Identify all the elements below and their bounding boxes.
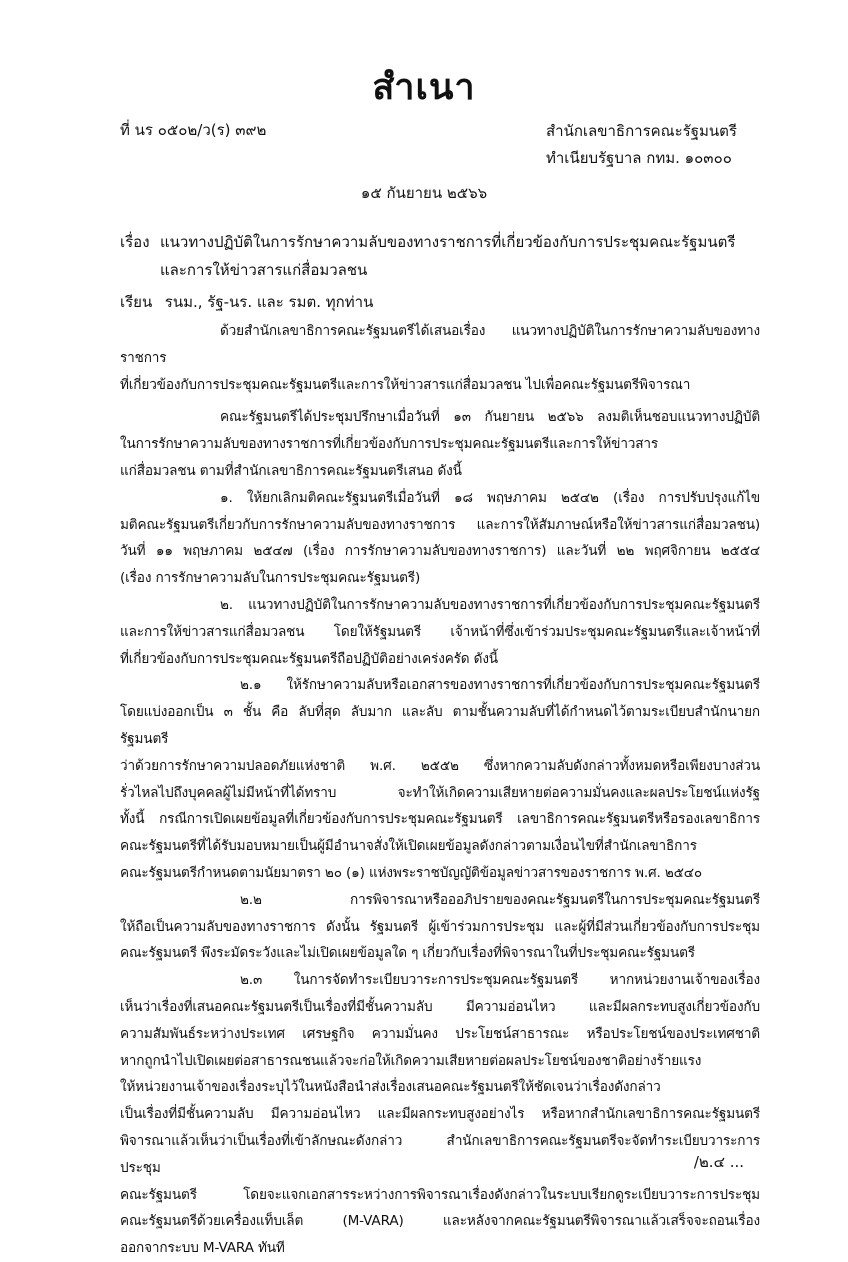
body-line: ในการรักษาความลับของทางราชการที่เกี่ยวข้องกับการประชุมคณะรัฐมนตรีและการให้ข่าวสาร: [120, 436, 659, 453]
body-line: ว่าด้วยการรักษาความปลอดภัยแห่งชาติ พ.ศ. ๒๕๕๒ ซึ่งหากความลับดังกล่าวทั้งหมดหรือเพียงบางส่วน: [120, 757, 760, 774]
body-line: ที่เกี่ยวข้องกับการประชุมคณะรัฐมนตรีและการให้ข่าวสารแก่สื่อมวลชน ไปเพื่อคณะรัฐมนตรีพิจารณา: [120, 376, 691, 393]
body-line: พิจารณาแล้วเห็นว่าเป็นเรื่องที่เข้าลักษณะดังกล่าว สำนักเลขาธิการคณะรัฐมนตรีจะจัดทำระเบียบวาระการประชุม: [120, 1132, 760, 1176]
body-line: ให้หน่วยงานเจ้าของเรื่องระบุไว้ในหนังสือนำส่งเรื่องเสนอคณะรัฐมนตรีให้ชัดเจนว่าเรื่องดังกล่าว: [120, 1079, 661, 1096]
subject-block: [120, 228, 760, 284]
body-line: ที่เกี่ยวข้องกับการประชุมคณะรัฐมนตรีถือปฏิบัติอย่างเคร่งครัด ดังนี้: [120, 650, 498, 667]
body-line: คณะรัฐมนตรีได้ประชุมปรึกษาเมื่อวันที่ ๑๓ กันยายน ๒๕๖๖ ลงมติเห็นชอบแนวทางปฏิบัติ: [220, 409, 760, 426]
body-line: แก่สื่อมวลชน ตามที่สำนักเลขาธิการคณะรัฐมนตรีเสนอ ดังนี้: [120, 462, 462, 479]
reference-number: ที่ นร ๐๕๐๒/ว(ร) ๓๙๒: [120, 121, 267, 139]
body-line: ๒.๓ ในการจัดทำระเบียบวาระการประชุมคณะรัฐมนตรี หากหน่วยงานเจ้าของเรื่อง: [240, 972, 760, 989]
body-line: (เรื่อง การรักษาความลับในการประชุมคณะรัฐมนตรี): [120, 570, 421, 587]
subject-line-2: และการให้ข่าวสารแก่สื่อมวลชน: [160, 261, 368, 279]
body-line: คณะรัฐมนตรีที่ได้รับมอบหมายเป็นผู้มีอำนาจสั่งให้เปิดเผยข้อมูลดังกล่าวตามเงื่อนไขที่สำนักเลขาธิการ: [120, 838, 697, 855]
body-line: ๒. แนวทางปฏิบัติในการรักษาความลับของทางราชการที่เกี่ยวข้องกับการประชุมคณะรัฐมนตรี: [220, 596, 760, 613]
body-line: โดยแบ่งออกเป็น ๓ ชั้น คือ ลับที่สุด ลับมาก และลับ ตามชั้นความลับที่ได้กำหนดไว้ตามระเบียบสำนักนายกรัฐมนตรี: [120, 704, 760, 747]
memo-body: [120, 318, 760, 1262]
subject-line-1: แนวทางปฏิบัติในการรักษาความลับของทางราชการที่เกี่ยวข้องกับการประชุมคณะรัฐมนตรี: [160, 233, 736, 251]
body-line: ออกจากระบบ M-VARA ทันที: [120, 1240, 285, 1257]
body-line: วันที่ ๑๑ พฤษภาคม ๒๕๔๗ (เรื่อง การรักษาความลับของทางราชการ) และวันที่ ๒๒ พฤศจิกายน ๒๕๕๔: [120, 543, 760, 560]
sender-address: [546, 118, 737, 172]
body-line: ให้ถือเป็นความลับของทางราชการ ดังนั้น รัฐมนตรี ผู้เข้าร่วมการประชุม และผู้ที่มีส่วนเกี่ยวข้องกับการประชุม: [120, 918, 760, 935]
recipient-label: เรียน: [120, 293, 153, 311]
document-date: ๑๕ กันยายน ๒๕๖๖: [360, 184, 488, 202]
body-line: คณะรัฐมนตรีด้วยเครื่องแท็บเล็ต (M-VARA) และหลังจากคณะรัฐมนตรีพิจารณาแล้วเสร็จจะถอนเรื่อง: [120, 1213, 760, 1230]
body-line: ด้วยสำนักเลขาธิการคณะรัฐมนตรีได้เสนอเรื่อง แนวทางปฏิบัติในการรักษาความลับของทางราชการ: [120, 323, 760, 366]
recipient-text: รนม., รัฐ-นร. และ รมต. ทุกท่าน: [164, 293, 374, 311]
body-line: ทั้งนี้ กรณีการเปิดเผยข้อมูลที่เกี่ยวข้องกับการประชุมคณะรัฐมนตรี เลขาธิการคณะรัฐมนตรีหรือรองเลขาธิการ: [120, 811, 760, 828]
body-line: คณะรัฐมนตรีกำหนดตามนัยมาตรา ๒๐ (๑) แห่งพระราชบัญญัติข้อมูลข่าวสารของราชการ พ.ศ. ๒๕๔๐: [120, 864, 703, 881]
sender-office: สำนักเลขาธิการคณะรัฐมนตรี: [546, 122, 737, 140]
body-line: ความสัมพันธ์ระหว่างประเทศ เศรษฐกิจ ความมั่นคง ประโยชน์สาธารณะ หรือประโยชน์ของประเทศชาติ: [120, 1025, 760, 1042]
body-line: ๑. ให้ยกเลิกมติคณะรัฐมนตรีเมื่อวันที่ ๑๘ พฤษภาคม ๒๕๔๒ (เรื่อง การปรับปรุงแก้ไข: [220, 489, 760, 506]
body-line: มติคณะรัฐมนตรีเกี่ยวกับการรักษาความลับของทางราชการ และการให้สัมภาษณ์หรือให้ข่าวสารแก่สื่อมวลชน): [120, 516, 760, 533]
sender-location: ทำเนียบรัฐบาล กทม. ๑๐๓๐๐: [546, 149, 732, 167]
continuation-marker: /๒.๔ ...: [693, 1153, 744, 1171]
body-line: และการให้ข่าวสารแก่สื่อมวลชน โดยให้รัฐมนตรี เจ้าหน้าที่ซึ่งเข้าร่วมประชุมคณะรัฐมนตรีและเจ้าหน้าที่: [120, 623, 760, 640]
body-line: คณะรัฐมนตรี โดยจะแจกเอกสารระหว่างการพิจารณาเรื่องดังกล่าวในระบบเรียกดูระเบียบวาระการประชุม: [120, 1186, 760, 1203]
body-line: เห็นว่าเรื่องที่เสนอคณะรัฐมนตรีเป็นเรื่องที่มีชั้นความลับ มีความอ่อนไหว และมีผลกระทบสูงเกี่ยวข้องกับ: [120, 998, 760, 1015]
recipient-block: [120, 290, 373, 314]
subject-label: เรื่อง: [120, 233, 150, 251]
body-line: หากถูกนำไปเปิดเผยต่อสาธารณชนแล้วจะก่อให้เกิดความเสียหายต่อผลประโยชน์ของชาติอย่างร้ายแรง: [120, 1052, 702, 1069]
copy-stamp-heading: สำเนา: [372, 67, 476, 108]
body-line: ๒.๑ ให้รักษาความลับหรือเอกสารของทางราชการที่เกี่ยวข้องกับการประชุมคณะรัฐมนตรี: [240, 677, 760, 694]
body-line: เป็นเรื่องที่มีชั้นความลับ มีความอ่อนไหว และมีผลกระทบสูงอย่างไร หรือหากสำนักเลขาธิการคณะรัฐมนตรี: [120, 1106, 760, 1123]
body-line: คณะรัฐมนตรี พึงระมัดระวังและไม่เปิดเผยข้อมูลใด ๆ เกี่ยวกับเรื่องที่พิจารณาในที่ประชุมคณะรัฐมนตรี: [120, 945, 695, 962]
body-line: รั่วไหลไปถึงบุคคลผู้ไม่มีหน้าที่ได้ทราบ จะทำให้เกิดความเสียหายต่อความมั่นคงและผลประโยชน์แห่งรัฐ: [120, 784, 760, 801]
body-line: ๒.๒ การพิจารณาหรือออภิปรายของคณะรัฐมนตรีในการประชุมคณะรัฐมนตรี: [240, 891, 760, 908]
